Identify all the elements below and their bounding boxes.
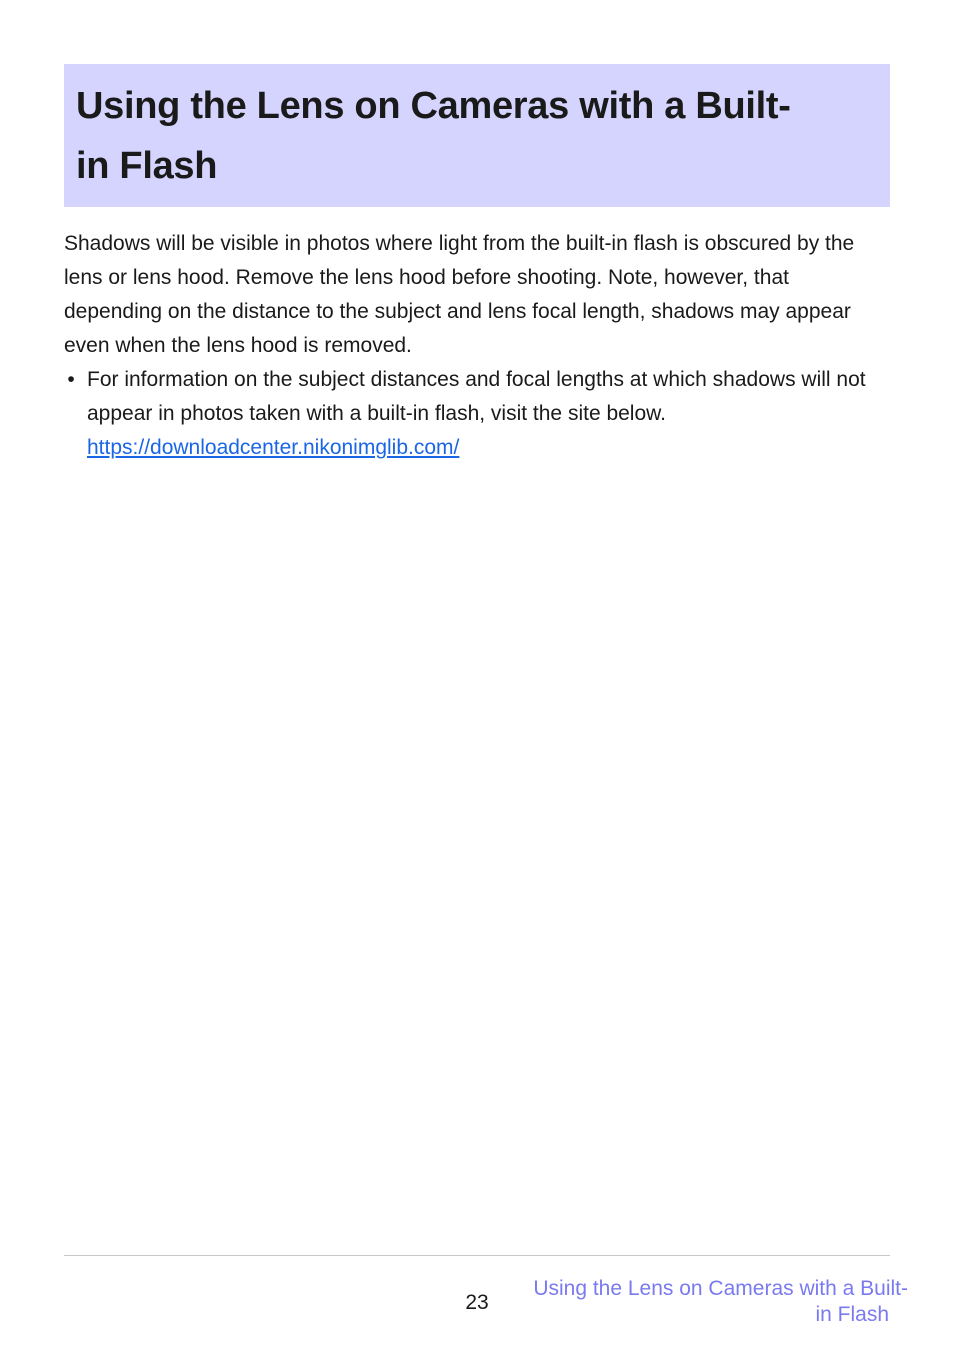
body-paragraph: Shadows will be visible in photos where light from the built-in flash is obscured by the lens or lens hood. Remove the lens hood before shooting. Note, however, that depending on the distance to the subject and lens focal length, shadows may appear even when the lens hood is removed. — [64, 232, 855, 357]
main-content — [64, 227, 890, 465]
footer-section-title[interactable] — [508, 1276, 908, 1328]
page-title-banner — [64, 64, 890, 207]
page-number: 23 — [465, 1291, 489, 1314]
download-center-link[interactable]: https://downloadcenter.nikonimglib.com/ — [87, 436, 460, 459]
footer-title-line-1: Using the Lens on Cameras with a Built- — [533, 1277, 908, 1300]
page-title — [76, 76, 878, 196]
page-title-line-1: Using the Lens on Cameras with a Built- — [76, 85, 791, 127]
bullet-text: For information on the subject distances and focal lengths at which shadows will not appear in photos taken with a built-in flash, visit the site below. — [87, 368, 866, 425]
bullet-dot: • — [67, 368, 75, 391]
page-title-line-2: in Flash — [76, 145, 218, 187]
bullet-item — [64, 363, 890, 465]
footer-divider — [64, 1255, 890, 1256]
footer-title-line-2: in Flash — [815, 1303, 889, 1326]
